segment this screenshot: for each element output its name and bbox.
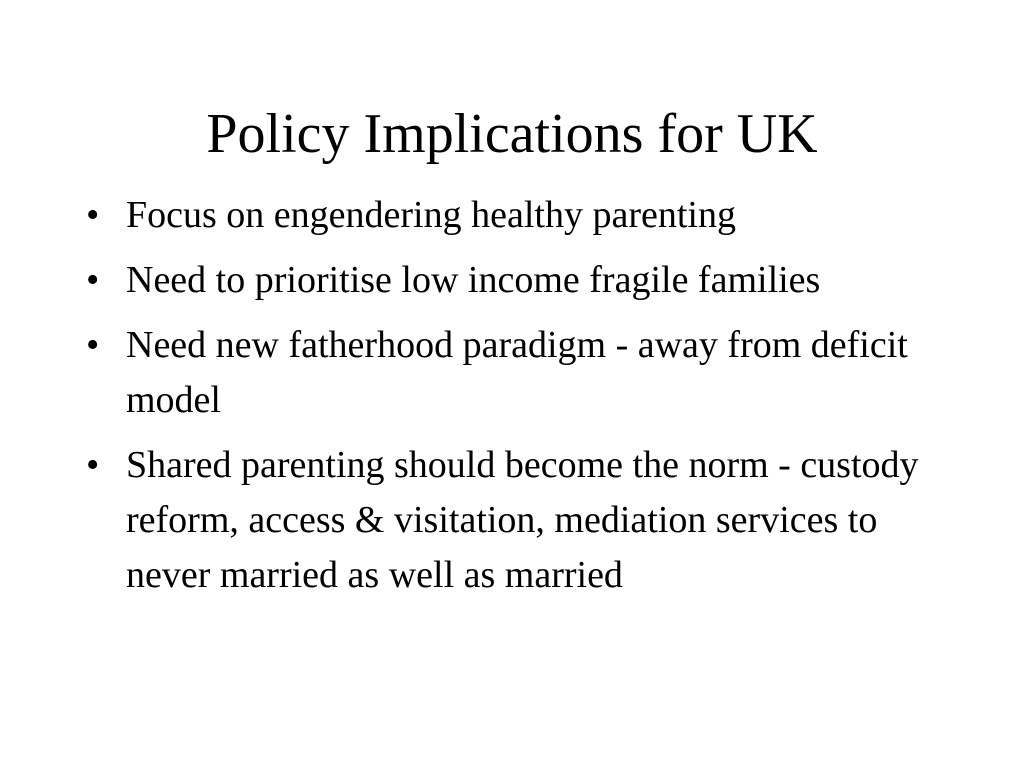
bullet-marker: •	[86, 194, 100, 236]
bullet-marker: •	[86, 324, 100, 366]
bullet-text: Focus on engendering healthy parenting	[126, 194, 736, 236]
bullet-item	[86, 253, 946, 308]
bullet-marker: •	[86, 444, 100, 486]
bullet-marker: •	[86, 259, 100, 301]
slide-title: Policy Implications for UK	[206, 103, 818, 165]
bullet-text: Shared parenting should become the norm - custody reform, access & visitation, mediation services to never married as well as married	[126, 444, 919, 596]
bullet-item	[86, 188, 946, 243]
bullet-item	[86, 438, 946, 603]
bullet-list	[86, 188, 946, 613]
bullet-text: Need to prioritise low income fragile families	[126, 259, 821, 301]
bullet-text: Need new fatherhood paradigm - away from deficit model	[126, 324, 908, 421]
bullet-item	[86, 318, 946, 428]
